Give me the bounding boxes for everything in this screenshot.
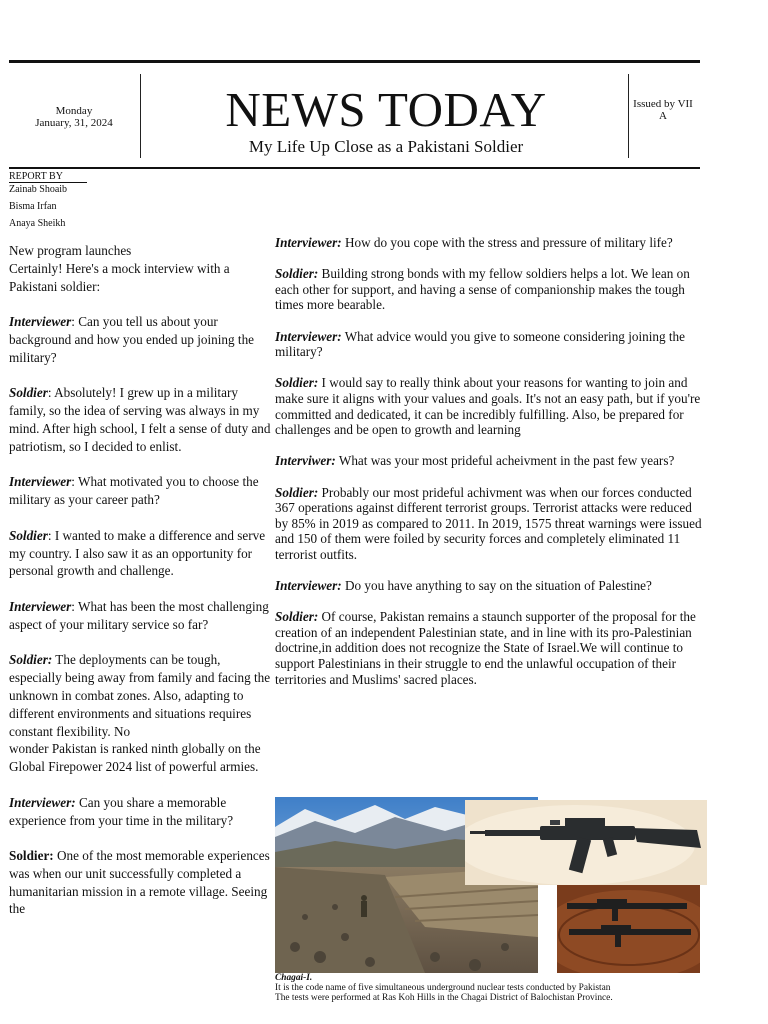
qa-text: Absolutely! I grew up in a military family, so the idea of serving was always in my mind. After high school, I felt a sense of duty and patriotism, so I decided to enlist. bbox=[9, 385, 271, 454]
qa-paragraph bbox=[275, 453, 705, 469]
newspaper-title: NEWS TODAY bbox=[225, 82, 547, 137]
byline bbox=[9, 172, 109, 229]
issue-date bbox=[24, 105, 124, 129]
speaker-label: Interviwer: bbox=[275, 453, 336, 469]
speaker-sep: : bbox=[71, 474, 79, 490]
qa-text: I would say to really think about your reasons for wanting to join and make sure it aligns with your values and goals. It's not an easy path, but if you're committed and dedicated, it can be incredibly fulfilling. Also, be prepared for challenges and be open to growth and learning bbox=[275, 375, 701, 438]
qa-text: Probably our most prideful achivment was when our forces conducted 367 operations against different terrorist groups. Terrorist attacks were reduced by 85% in 2019 as compared to 2011. In 2019, 1575 threat warnings were issued and 150 of them were foiled by security forces and completely eliminated 11 terrorist outfits. bbox=[275, 484, 702, 562]
speaker-label: Interviewer bbox=[9, 598, 72, 614]
qa-paragraph bbox=[275, 578, 705, 594]
speaker-label: Soldier: bbox=[275, 609, 319, 625]
qa-paragraph bbox=[275, 329, 705, 360]
qa-paragraph bbox=[9, 651, 271, 740]
author-name: Bisma Irfan bbox=[9, 201, 57, 212]
qa-paragraph bbox=[9, 847, 271, 918]
speaker-label: Interviewer bbox=[9, 474, 72, 490]
qa-text: What motivated you to choose the military as your career path? bbox=[9, 474, 259, 508]
qa-paragraph bbox=[9, 384, 271, 455]
photo-collage bbox=[275, 797, 707, 975]
qa-paragraph bbox=[9, 473, 271, 509]
qa-text: The deployments can be tough, especially being away from family and facing the unknown in combat zones. Also, adapting to different environments and situations requires constant flexibility. No bbox=[9, 652, 271, 739]
masthead-divider-left bbox=[140, 74, 141, 158]
speaker-label: Soldier: bbox=[9, 848, 54, 864]
qa-text: I wanted to make a difference and serve my country. I also saw it as an opportunity for personal growth and challenge. bbox=[9, 527, 266, 579]
rifles-on-table-photo bbox=[557, 885, 700, 973]
qa-text: What was your most prideful acheivment in the past few years? bbox=[335, 453, 675, 469]
speaker-label: Soldier bbox=[9, 527, 48, 543]
qa-text: Of course, Pakistan remains a staunch supporter of the proposal for the creation of an independent Palestinian state, and in line with its pro-Palestinian doctrine,in addition does not recognize the State of Israel.We will continue to support Palestinians in their struggle to end the unlawful occupation of their territories and Muslims' sacred places. bbox=[275, 609, 696, 687]
qa-paragraph bbox=[9, 598, 271, 634]
qa-text: What advice would you give to someone considering joining the military? bbox=[275, 328, 685, 360]
speaker-label: Soldier: bbox=[275, 484, 319, 500]
byline-label: REPORT BY bbox=[9, 172, 87, 183]
masthead-bottom-rule bbox=[9, 167, 700, 169]
qa-text: How do you cope with the stress and pressure of military life? bbox=[341, 235, 673, 250]
photo-caption bbox=[275, 973, 705, 1004]
speaker-label: Interviewer: bbox=[275, 578, 342, 594]
speaker-sep: : bbox=[71, 598, 79, 614]
masthead-divider-right bbox=[628, 74, 629, 158]
qa-paragraph bbox=[275, 266, 705, 313]
speaker-label: Soldier: bbox=[275, 266, 319, 282]
speaker-label: Interviewer: bbox=[275, 235, 342, 250]
qa-paragraph bbox=[9, 527, 271, 580]
qa-text: Can you share a memorable experience from your time in the military? bbox=[9, 794, 234, 828]
qa-text-continued: wonder Pakistan is ranked ninth globally on the Global Firepower 2024 list of powerful armies. bbox=[9, 741, 261, 775]
caption-line: The tests were performed at Ras Koh Hills in the Chagai District of Balochistan Province. bbox=[275, 993, 613, 1004]
caption-line: It is the code name of five simultaneous underground nuclear tests conducted by Pakistan bbox=[275, 983, 611, 994]
author-name: Zainab Shoaib bbox=[9, 184, 68, 195]
speaker-label: Soldier: bbox=[275, 375, 319, 391]
speaker-label: Soldier bbox=[9, 385, 48, 401]
qa-paragraph bbox=[275, 235, 705, 251]
intro-text: Certainly! Here's a mock interview with a Pakistani soldier: bbox=[9, 260, 230, 294]
top-rule bbox=[9, 60, 700, 63]
caption-title: Chagai-I. bbox=[275, 973, 313, 983]
intro-kicker: New program launches bbox=[9, 243, 132, 258]
speaker-sep: : bbox=[47, 385, 55, 401]
qa-text: Do you have anything to say on the situation of Palestine? bbox=[341, 578, 652, 594]
issued-by: Issued by VII A bbox=[633, 98, 693, 122]
qa-text: Building strong bonds with my fellow soldiers helps a lot. We lean on each other for support, and having a sense of companionship makes the tough times more bearable. bbox=[275, 266, 690, 313]
speaker-sep: : bbox=[71, 314, 79, 330]
qa-paragraph bbox=[275, 375, 705, 437]
speaker-label: Interviewer: bbox=[9, 794, 76, 810]
headline-subtitle: My Life Up Close as a Pakistani Soldier bbox=[248, 137, 524, 156]
qa-text: Can you tell us about your background and how you ended up joining the military? bbox=[9, 314, 255, 365]
author-name: Anaya Sheikh bbox=[9, 218, 66, 229]
rifle-photo bbox=[465, 800, 707, 885]
issue-day: Monday bbox=[55, 105, 93, 117]
issue-date-text: January, 31, 2024 bbox=[35, 117, 113, 129]
speaker-label: Soldier: bbox=[9, 652, 53, 668]
speaker-sep: : bbox=[47, 527, 55, 543]
article-column-left bbox=[9, 242, 271, 918]
speaker-label: Interviewer bbox=[9, 314, 72, 330]
qa-paragraph bbox=[275, 609, 705, 687]
speaker-label: Interviewer: bbox=[275, 328, 342, 344]
article-column-right bbox=[275, 235, 705, 687]
qa-text: One of the most memorable experiences was when our unit successfully completed a humanitarian mission in a remote village. Seeing the bbox=[9, 848, 270, 917]
qa-paragraph bbox=[275, 485, 705, 563]
qa-text: What has been the most challenging aspect of your military service so far? bbox=[9, 598, 269, 632]
qa-paragraph bbox=[9, 313, 271, 366]
qa-paragraph bbox=[9, 794, 271, 830]
